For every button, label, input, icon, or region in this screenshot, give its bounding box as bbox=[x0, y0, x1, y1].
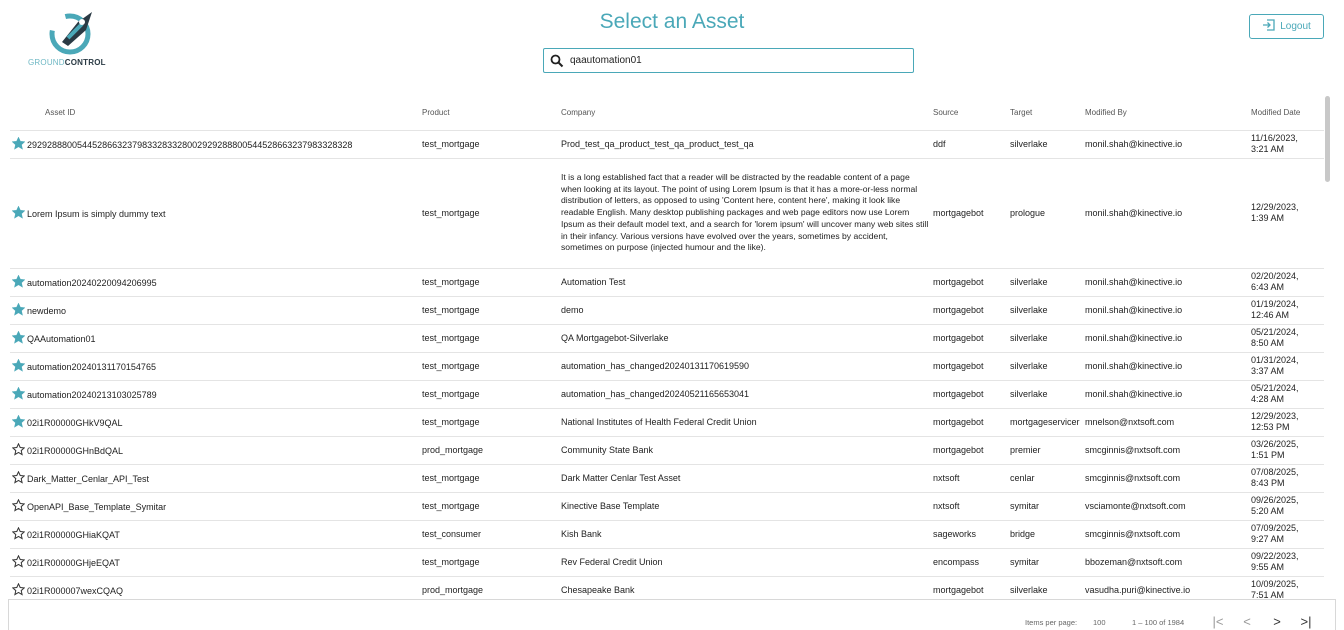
modified-date: 12/29/2023, bbox=[1251, 411, 1299, 421]
company-cell: automation_has_changed20240131170619590 bbox=[559, 352, 931, 380]
target-cell: silverlake bbox=[1008, 380, 1083, 408]
company-cell: QA Mortgagebot-Silverlake bbox=[559, 324, 931, 352]
asset-id-cell bbox=[10, 130, 420, 158]
asset-id: 02i1R00000GHnBdQAL bbox=[27, 446, 124, 456]
table-row[interactable] bbox=[10, 296, 1324, 324]
product-cell: test_mortgage bbox=[420, 408, 559, 436]
column-header-asset-id[interactable]: Asset ID bbox=[10, 96, 420, 130]
modified-date-cell bbox=[1249, 520, 1324, 548]
asset-id: automation20240220094206995 bbox=[27, 278, 157, 288]
modified-date-cell bbox=[1249, 492, 1324, 520]
table-scrollbar[interactable] bbox=[1325, 96, 1330, 182]
next-page-icon[interactable]: > bbox=[1273, 614, 1281, 629]
modified-by-cell: monil.shah@kinective.io bbox=[1083, 130, 1249, 158]
company-cell: Chesapeake Bank bbox=[559, 576, 931, 598]
asset-id-cell bbox=[10, 352, 420, 380]
previous-page-icon[interactable]: < bbox=[1243, 614, 1251, 629]
table-row[interactable] bbox=[10, 436, 1324, 464]
table-row[interactable] bbox=[10, 352, 1324, 380]
asset-id: 02i1R000007wexCQAQ bbox=[27, 586, 124, 596]
star-icon[interactable] bbox=[12, 527, 25, 540]
logo-wordmark: GROUNDCONTROL bbox=[28, 58, 106, 67]
asset-id: Lorem Ipsum is simply dummy text bbox=[27, 209, 166, 219]
table-header-row bbox=[10, 96, 1324, 130]
modified-time: 9:55 AM bbox=[1251, 562, 1285, 572]
company-cell: automation_has_changed20240521165653041 bbox=[559, 380, 931, 408]
source-cell: mortgagebot bbox=[931, 296, 1008, 324]
asset-id-cell bbox=[10, 408, 420, 436]
page-title: Select an Asset bbox=[599, 10, 745, 33]
target-cell: prologue bbox=[1008, 158, 1083, 268]
asset-id-cell bbox=[10, 492, 420, 520]
modified-time: 12:53 PM bbox=[1251, 422, 1290, 432]
modified-date-cell bbox=[1249, 324, 1324, 352]
star-icon[interactable] bbox=[12, 499, 25, 512]
modified-date-cell bbox=[1249, 158, 1324, 268]
modified-date: 07/09/2025, bbox=[1251, 523, 1299, 533]
star-icon[interactable] bbox=[12, 206, 25, 219]
product-cell: prod_mortgage bbox=[420, 576, 559, 598]
asset-id-cell bbox=[10, 520, 420, 548]
asset-id-cell bbox=[10, 464, 420, 492]
target-cell: bridge bbox=[1008, 520, 1083, 548]
target-cell: cenlar bbox=[1008, 464, 1083, 492]
table-row[interactable] bbox=[10, 548, 1324, 576]
asset-id-cell bbox=[10, 576, 420, 598]
search-box bbox=[543, 48, 914, 73]
column-header-product[interactable]: Product bbox=[420, 96, 559, 130]
product-cell: test_mortgage bbox=[420, 158, 559, 268]
search-input[interactable] bbox=[570, 51, 890, 71]
modified-date: 09/22/2023, bbox=[1251, 551, 1299, 561]
modified-time: 6:43 AM bbox=[1251, 282, 1285, 292]
modified-date: 01/31/2024, bbox=[1251, 355, 1299, 365]
asset-id: QAAutomation01 bbox=[27, 334, 96, 344]
source-cell: mortgagebot bbox=[931, 576, 1008, 598]
page-range-label: 1 – 100 of 1984 bbox=[1132, 618, 1185, 627]
target-cell: silverlake bbox=[1008, 268, 1083, 296]
logout-icon bbox=[1262, 19, 1276, 34]
column-header-target[interactable]: Target bbox=[1008, 96, 1083, 130]
target-cell: symitar bbox=[1008, 548, 1083, 576]
product-cell: test_mortgage bbox=[420, 130, 559, 158]
modified-by-cell: mnelson@nxtsoft.com bbox=[1083, 408, 1249, 436]
logout-label: Logout bbox=[1280, 21, 1311, 32]
company-cell: Automation Test bbox=[559, 268, 931, 296]
column-header-modified-by[interactable]: Modified By bbox=[1083, 96, 1249, 130]
asset-id: 02i1R00000GHiaKQAT bbox=[27, 530, 120, 540]
modified-date-cell bbox=[1249, 296, 1324, 324]
modified-by-cell: vasudha.puri@kinective.io bbox=[1083, 576, 1249, 598]
table-row[interactable] bbox=[10, 158, 1324, 268]
source-cell: encompass bbox=[931, 548, 1008, 576]
modified-date: 01/19/2024, bbox=[1251, 299, 1299, 309]
modified-date: 07/08/2025, bbox=[1251, 467, 1299, 477]
target-cell: premier bbox=[1008, 436, 1083, 464]
modified-date-cell bbox=[1249, 130, 1324, 158]
source-cell: mortgagebot bbox=[931, 380, 1008, 408]
modified-time: 1:51 PM bbox=[1251, 450, 1285, 460]
table-row[interactable] bbox=[10, 130, 1324, 158]
asset-id: newdemo bbox=[27, 306, 67, 316]
search-icon bbox=[544, 49, 570, 72]
modified-by-cell: monil.shah@kinective.io bbox=[1083, 324, 1249, 352]
modified-time: 4:28 AM bbox=[1251, 394, 1285, 404]
last-page-icon[interactable]: >| bbox=[1300, 614, 1312, 629]
company-cell: Prod_test_qa_product_test_qa_product_test_qa bbox=[559, 130, 931, 158]
product-cell: test_mortgage bbox=[420, 324, 559, 352]
modified-by-cell: smcginnis@nxtsoft.com bbox=[1083, 436, 1249, 464]
target-cell: silverlake bbox=[1008, 324, 1083, 352]
modified-time: 9:27 AM bbox=[1251, 534, 1285, 544]
table-row[interactable] bbox=[10, 380, 1324, 408]
modified-date: 12/29/2023, bbox=[1251, 202, 1299, 212]
column-header-company[interactable]: Company bbox=[559, 96, 931, 130]
target-cell: mortgageservicer bbox=[1008, 408, 1083, 436]
modified-date: 05/21/2024, bbox=[1251, 383, 1299, 393]
asset-id: 02i1R00000GHjeEQAT bbox=[27, 558, 120, 568]
star-icon[interactable] bbox=[12, 387, 25, 400]
product-cell: test_mortgage bbox=[420, 464, 559, 492]
modified-date-cell bbox=[1249, 436, 1324, 464]
asset-id: Dark_Matter_Cenlar_API_Test bbox=[27, 474, 150, 484]
star-icon[interactable] bbox=[12, 137, 25, 150]
target-cell: silverlake bbox=[1008, 296, 1083, 324]
company-cell: Dark Matter Cenlar Test Asset bbox=[559, 464, 931, 492]
asset-id: automation20240131170154765 bbox=[27, 362, 156, 372]
asset-table bbox=[10, 96, 1334, 598]
table-row[interactable] bbox=[10, 520, 1324, 548]
modified-date: 03/26/2025, bbox=[1251, 439, 1299, 449]
items-per-page-label: Items per page: bbox=[1025, 618, 1078, 627]
target-cell: silverlake bbox=[1008, 576, 1083, 598]
asset-id: automation20240213103025789 bbox=[27, 390, 157, 400]
modified-time: 1:39 AM bbox=[1251, 213, 1285, 223]
product-cell: test_mortgage bbox=[420, 268, 559, 296]
page-size-select[interactable]: 100 bbox=[1093, 618, 1106, 627]
modified-time: 3:37 AM bbox=[1251, 366, 1285, 376]
modified-date: 05/21/2024, bbox=[1251, 327, 1299, 337]
product-cell: test_mortgage bbox=[420, 492, 559, 520]
modified-time: 3:21 AM bbox=[1251, 144, 1285, 154]
table-row[interactable] bbox=[10, 324, 1324, 352]
target-cell: silverlake bbox=[1008, 352, 1083, 380]
modified-date-cell bbox=[1249, 464, 1324, 492]
star-icon[interactable] bbox=[12, 275, 25, 288]
asset-id-cell bbox=[10, 436, 420, 464]
modified-date-cell bbox=[1249, 576, 1324, 598]
column-header-source[interactable]: Source bbox=[931, 96, 1008, 130]
product-cell: prod_mortgage bbox=[420, 436, 559, 464]
asset-id-cell bbox=[10, 296, 420, 324]
company-cell: Community State Bank bbox=[559, 436, 931, 464]
asset-id: 02i1R00000GHkV9QAL bbox=[27, 418, 123, 428]
modified-time: 5:20 AM bbox=[1251, 506, 1285, 516]
modified-by-cell: monil.shah@kinective.io bbox=[1083, 158, 1249, 268]
column-header-modified-date[interactable]: Modified Date bbox=[1249, 96, 1324, 130]
modified-by-cell: smcginnis@nxtsoft.com bbox=[1083, 464, 1249, 492]
source-cell: mortgagebot bbox=[931, 324, 1008, 352]
source-cell: mortgagebot bbox=[931, 436, 1008, 464]
company-cell: Kinective Base Template bbox=[559, 492, 931, 520]
star-icon[interactable] bbox=[12, 359, 25, 372]
logout-button[interactable] bbox=[1249, 14, 1324, 39]
modified-by-cell: monil.shah@kinective.io bbox=[1083, 268, 1249, 296]
table-row[interactable] bbox=[10, 268, 1324, 296]
paginator bbox=[8, 599, 1336, 630]
source-cell: sageworks bbox=[931, 520, 1008, 548]
source-cell: mortgagebot bbox=[931, 158, 1008, 268]
modified-by-cell: monil.shah@kinective.io bbox=[1083, 380, 1249, 408]
modified-time: 12:46 AM bbox=[1251, 310, 1290, 320]
asset-id-cell bbox=[10, 324, 420, 352]
star-icon[interactable] bbox=[12, 583, 25, 596]
asset-id-cell bbox=[10, 158, 420, 268]
modified-by-cell: monil.shah@kinective.io bbox=[1083, 296, 1249, 324]
company-cell: Rev Federal Credit Union bbox=[559, 548, 931, 576]
modified-by-cell: smcginnis@nxtsoft.com bbox=[1083, 520, 1249, 548]
modified-time: 8:43 PM bbox=[1251, 478, 1285, 488]
table-row[interactable] bbox=[10, 408, 1324, 436]
company-cell: Kish Bank bbox=[559, 520, 931, 548]
modified-date-cell bbox=[1249, 548, 1324, 576]
modified-date: 10/09/2025, bbox=[1251, 579, 1299, 589]
first-page-icon[interactable]: |< bbox=[1212, 614, 1224, 629]
product-cell: test_mortgage bbox=[420, 548, 559, 576]
product-cell: test_mortgage bbox=[420, 380, 559, 408]
product-cell: test_mortgage bbox=[420, 296, 559, 324]
star-icon[interactable] bbox=[12, 443, 25, 456]
company-cell: demo bbox=[559, 296, 931, 324]
modified-by-cell: monil.shah@kinective.io bbox=[1083, 352, 1249, 380]
company-cell: National Institutes of Health Federal Credit Union bbox=[559, 408, 931, 436]
modified-date: 11/16/2023, bbox=[1251, 133, 1298, 143]
asset-id-cell bbox=[10, 548, 420, 576]
source-cell: ddf bbox=[931, 130, 1008, 158]
source-cell: mortgagebot bbox=[931, 352, 1008, 380]
asset-id-cell bbox=[10, 380, 420, 408]
modified-time: 7:51 AM bbox=[1251, 590, 1285, 598]
star-icon[interactable] bbox=[12, 331, 25, 344]
source-cell: nxtsoft bbox=[931, 464, 1008, 492]
modified-time: 8:50 AM bbox=[1251, 338, 1285, 348]
modified-date-cell bbox=[1249, 268, 1324, 296]
star-icon[interactable] bbox=[12, 415, 25, 428]
modified-date-cell bbox=[1249, 380, 1324, 408]
asset-id: OpenAPI_Base_Template_Symitar bbox=[27, 502, 167, 512]
modified-date: 09/26/2025, bbox=[1251, 495, 1299, 505]
modified-date-cell bbox=[1249, 352, 1324, 380]
asset-id-cell bbox=[10, 268, 420, 296]
modified-date-cell bbox=[1249, 408, 1324, 436]
company-cell: It is a long established fact that a reader will be distracted by the readable content of a page when looking at its layout. The point of using Lorem Ipsum is that it has a more-or-less normal distribution of letters, as opposed to using 'Content here, content here', making it look like readable English. Many desktop publishing packages and web page editors now use Lorem Ipsum as their default model text, and a search for 'lorem ipsum' will uncover many web sites still in their infancy. Various versions have evolved over the years, sometimes by accident, sometimes on purpose (injected humour and the like). bbox=[559, 158, 931, 268]
modified-by-cell: vsciamonte@nxtsoft.com bbox=[1083, 492, 1249, 520]
source-cell: nxtsoft bbox=[931, 492, 1008, 520]
source-cell: mortgagebot bbox=[931, 268, 1008, 296]
asset-id: 29292888005445286632379833283328002929288800544528663237983328328 bbox=[27, 140, 353, 150]
table-row[interactable] bbox=[10, 492, 1324, 520]
modified-date: 02/20/2024, bbox=[1251, 271, 1299, 281]
table-row[interactable] bbox=[10, 576, 1324, 598]
modified-by-cell: bbozeman@nxtsoft.com bbox=[1083, 548, 1249, 576]
star-icon[interactable] bbox=[12, 555, 25, 568]
star-icon[interactable] bbox=[12, 471, 25, 484]
target-cell: silverlake bbox=[1008, 130, 1083, 158]
product-cell: test_mortgage bbox=[420, 352, 559, 380]
star-icon[interactable] bbox=[12, 303, 25, 316]
product-cell: test_consumer bbox=[420, 520, 559, 548]
source-cell: mortgagebot bbox=[931, 408, 1008, 436]
table-row[interactable] bbox=[10, 464, 1324, 492]
target-cell: symitar bbox=[1008, 492, 1083, 520]
